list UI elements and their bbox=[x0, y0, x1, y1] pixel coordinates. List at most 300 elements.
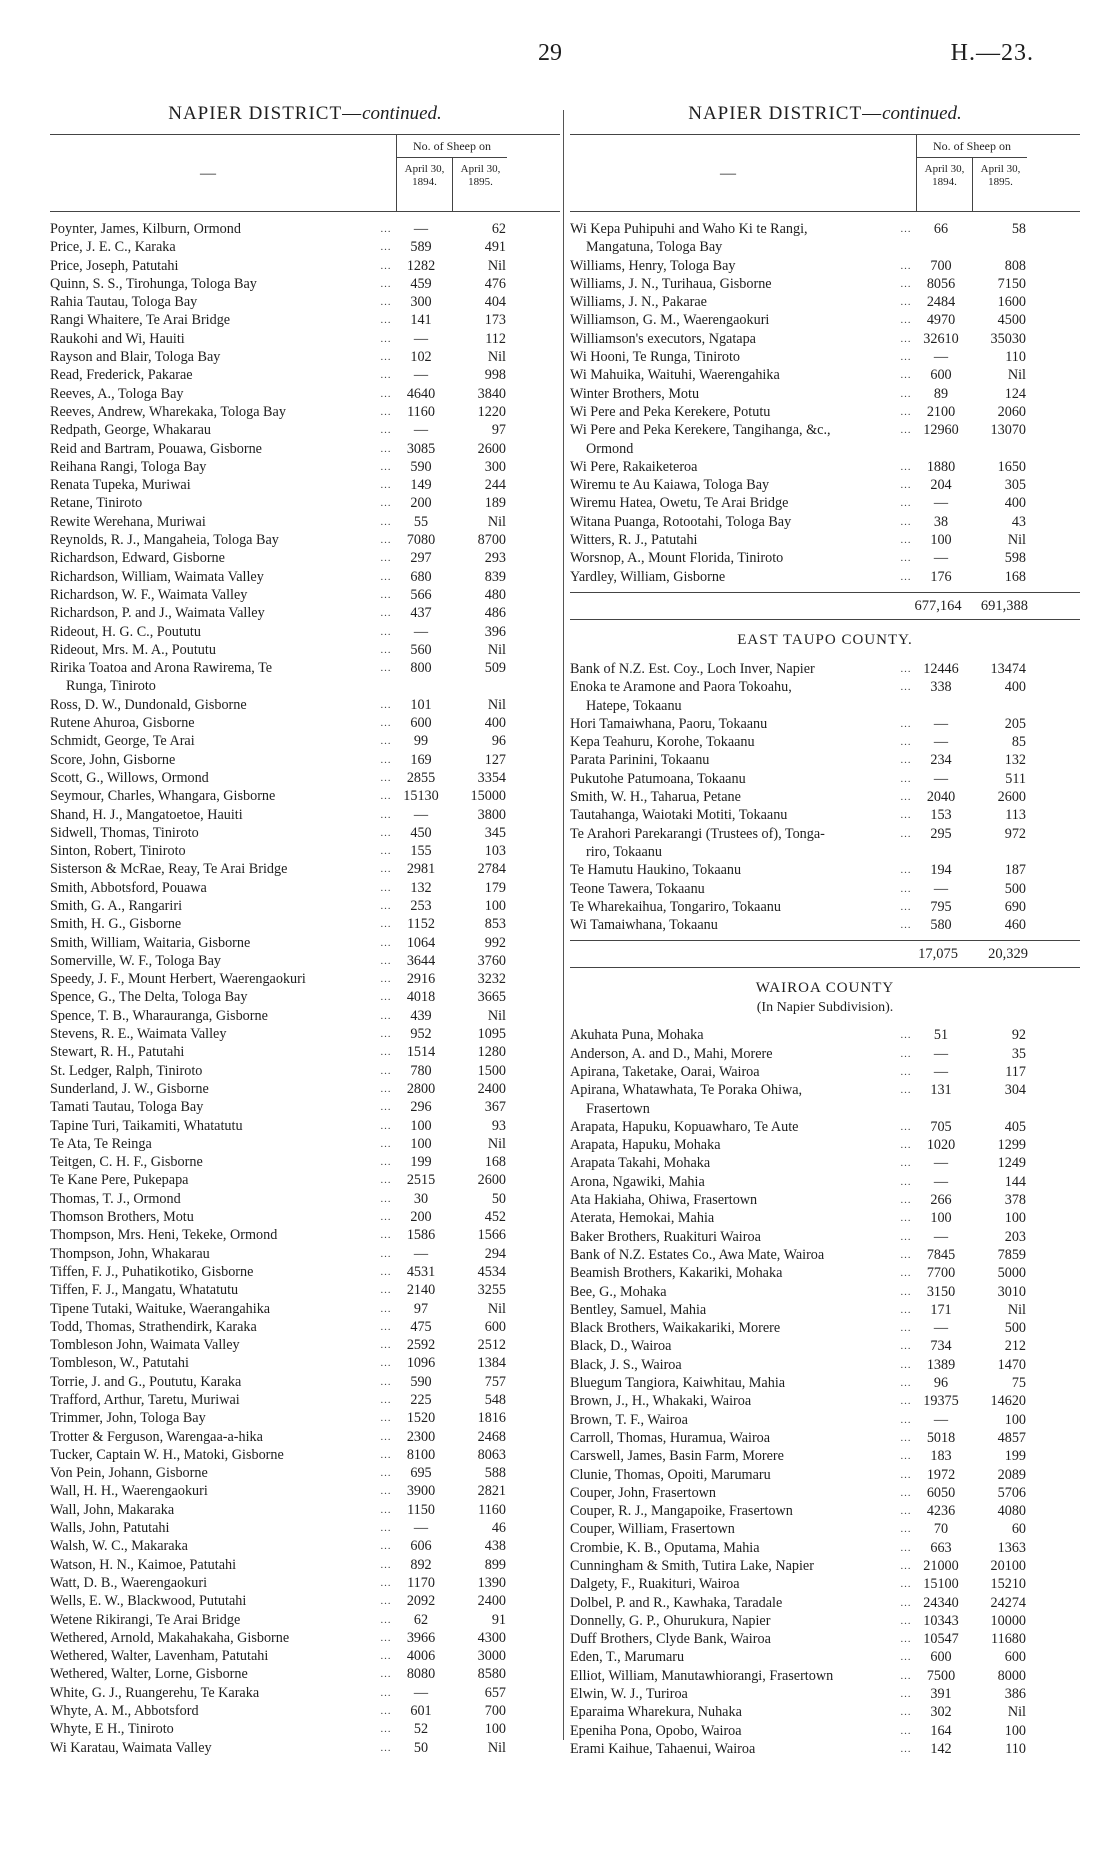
leader-dots: … bbox=[900, 1468, 911, 1481]
wairoa-row bbox=[570, 1648, 1080, 1666]
owner-name: Baker Brothers, Ruakituri Wairoa bbox=[570, 1228, 761, 1245]
owner-name: Watt, D. B., Waerengaokuri bbox=[50, 1574, 208, 1591]
owner-name: Arapata Takahi, Mohaka bbox=[570, 1155, 711, 1172]
sheep-1895: 690 bbox=[1004, 898, 1026, 915]
owner-name: Reihana Rangi, Tologa Bay bbox=[50, 458, 207, 475]
owner-name: Clunie, Thomas, Opoiti, Marumaru bbox=[570, 1466, 771, 1483]
sheep-1895: 304 bbox=[1004, 1082, 1026, 1099]
leader-dots: … bbox=[380, 1009, 391, 1022]
sheep-1894: 296 bbox=[410, 1099, 432, 1116]
owner-name: Brown, J., H., Whakaki, Wairoa bbox=[570, 1393, 752, 1410]
sheep-1895: 3665 bbox=[477, 989, 506, 1006]
sheep-1894: 297 bbox=[410, 550, 432, 567]
leader-dots: … bbox=[380, 223, 391, 235]
sheep-1894: 705 bbox=[930, 1118, 952, 1135]
sheep-1895: 179 bbox=[484, 879, 506, 896]
left-row bbox=[50, 238, 560, 256]
left-row bbox=[50, 1684, 560, 1702]
sheep-1895: 839 bbox=[484, 568, 506, 585]
leader-dots: … bbox=[900, 1724, 911, 1737]
sheep-1894: — bbox=[413, 221, 429, 237]
sheep-1895: 345 bbox=[484, 824, 506, 841]
sheep-1895: 300 bbox=[484, 458, 506, 475]
leader-dots: … bbox=[900, 570, 911, 583]
sheep-1894: 1514 bbox=[406, 1044, 436, 1061]
sheep-1895: 8700 bbox=[477, 532, 506, 549]
napier-row bbox=[570, 238, 1080, 256]
sheep-1894: 2515 bbox=[406, 1172, 436, 1189]
sheep-1894: 4640 bbox=[406, 385, 436, 402]
right-column-header bbox=[570, 134, 1080, 212]
leader-dots: … bbox=[380, 1265, 391, 1278]
owner-name: Seymour, Charles, Whangara, Gisborne bbox=[50, 788, 276, 805]
sheep-1894: 2981 bbox=[406, 861, 436, 878]
left-row bbox=[50, 549, 560, 567]
owner-name: Tiffen, F. J., Mangatu, Whatatutu bbox=[50, 1282, 239, 1299]
sheep-1894: 6050 bbox=[926, 1484, 956, 1501]
sheep-1895: Nil bbox=[487, 1300, 506, 1317]
leader-dots: … bbox=[900, 1541, 911, 1554]
sheep-1894: 600 bbox=[930, 367, 952, 384]
wairoa-row bbox=[570, 1392, 1080, 1410]
sheep-1895: 113 bbox=[1005, 807, 1026, 824]
left-row bbox=[50, 1318, 560, 1336]
leader-dots: … bbox=[380, 954, 391, 967]
owner-name: Smith, Abbotsford, Pouawa bbox=[50, 879, 207, 896]
sheep-1894: 97 bbox=[413, 1300, 429, 1317]
left-row bbox=[50, 1263, 560, 1281]
leader-dots: … bbox=[900, 1285, 911, 1298]
owner-name: Duff Brothers, Clyde Bank, Wairoa bbox=[570, 1631, 771, 1648]
wairoa-row bbox=[570, 1466, 1080, 1484]
leader-dots: … bbox=[380, 424, 391, 437]
owner-name: Mangatuna, Tologa Bay bbox=[586, 239, 723, 256]
leader-dots: … bbox=[380, 515, 391, 528]
left-row bbox=[50, 568, 560, 586]
left-row bbox=[50, 1702, 560, 1720]
sheep-1895: 3255 bbox=[477, 1282, 506, 1299]
sheep-1895: 293 bbox=[484, 550, 506, 567]
owner-name: Reynolds, R. J., Mangaheia, Tologa Bay bbox=[50, 532, 279, 549]
sheep-1894: 560 bbox=[410, 641, 432, 658]
sheep-1894: 4236 bbox=[926, 1503, 956, 1520]
leader-dots: … bbox=[900, 1578, 911, 1591]
napier-row bbox=[570, 330, 1080, 348]
owner-name: Renata Tupeka, Muriwai bbox=[50, 477, 191, 494]
leader-dots: … bbox=[900, 223, 911, 235]
sheep-1895: 853 bbox=[484, 916, 506, 933]
owner-name: Eparaima Wharekura, Nuhaka bbox=[570, 1704, 742, 1721]
left-row bbox=[50, 897, 560, 915]
left-row bbox=[50, 1665, 560, 1683]
owner-name: Williams, J. N., Turihaua, Gisborne bbox=[570, 275, 772, 292]
sheep-1895: 100 bbox=[484, 1721, 506, 1738]
left-row bbox=[50, 1739, 560, 1757]
owner-name: Wiremu te Au Kaiawa, Tologa Bay bbox=[570, 477, 770, 494]
leader-dots: … bbox=[900, 1706, 911, 1719]
leader-dots: … bbox=[380, 698, 391, 711]
sheep-1894: 8080 bbox=[406, 1666, 436, 1683]
sheep-1895: 15210 bbox=[990, 1576, 1026, 1593]
wairoa-row bbox=[570, 1356, 1080, 1374]
sheep-1894: 89 bbox=[933, 385, 949, 402]
sheep-1895: Nil bbox=[487, 349, 506, 366]
left-row bbox=[50, 1409, 560, 1427]
wairoa-row bbox=[570, 1264, 1080, 1282]
owner-name: Thomas, T. J., Ormond bbox=[50, 1190, 181, 1207]
sheep-1894: — bbox=[933, 1320, 949, 1337]
owner-name: Richardson, William, Waimata Valley bbox=[50, 568, 264, 585]
leader-dots: … bbox=[900, 1614, 911, 1627]
sheep-1894: — bbox=[933, 1063, 949, 1080]
sheep-1895: 168 bbox=[1004, 568, 1026, 585]
left-row bbox=[50, 494, 560, 512]
sheep-1895: 3800 bbox=[477, 806, 506, 823]
left-row bbox=[50, 1391, 560, 1409]
napier-total bbox=[570, 592, 1080, 620]
sheep-1894: 1282 bbox=[406, 257, 436, 274]
left-row bbox=[50, 751, 560, 769]
sheep-1895: 1220 bbox=[477, 403, 506, 420]
left-row bbox=[50, 1190, 560, 1208]
east-taupo-row bbox=[570, 788, 1080, 806]
leader-dots: … bbox=[900, 259, 911, 272]
leader-dots: … bbox=[900, 296, 911, 309]
owner-name: Black, J. S., Wairoa bbox=[570, 1356, 682, 1373]
left-row bbox=[50, 1007, 560, 1025]
sheep-1895: 35 bbox=[1011, 1045, 1026, 1062]
owner-name: Crombie, K. B., Oputama, Mahia bbox=[570, 1539, 760, 1556]
leader-dots: … bbox=[380, 405, 391, 418]
sheep-1895: 2400 bbox=[477, 1593, 506, 1610]
sheep-1895: 168 bbox=[484, 1154, 506, 1171]
owner-name: Wethered, Walter, Lavenham, Patutahi bbox=[50, 1648, 269, 1665]
leader-dots: … bbox=[900, 1669, 911, 1682]
owner-name: Wi Hooni, Te Runga, Tiniroto bbox=[570, 349, 741, 366]
sheep-1895: 110 bbox=[1005, 1740, 1026, 1757]
owner-name: Price, Joseph, Patutahi bbox=[50, 257, 179, 274]
sheep-1894: 734 bbox=[930, 1338, 952, 1355]
left-row bbox=[50, 769, 560, 787]
sheep-1894: 12960 bbox=[923, 422, 959, 439]
napier-row bbox=[570, 257, 1080, 275]
sheep-1894: 892 bbox=[410, 1556, 432, 1573]
left-sheep-header bbox=[396, 135, 507, 211]
owner-name: Wi Tamaiwhana, Tokaanu bbox=[570, 917, 718, 934]
wairoa-row bbox=[570, 1594, 1080, 1612]
leader-dots: … bbox=[900, 1139, 911, 1152]
owner-name: Sisterson & McRae, Reay, Te Arai Bridge bbox=[50, 861, 288, 878]
wairoa-row bbox=[570, 1209, 1080, 1227]
owner-name: Winter Brothers, Motu bbox=[570, 385, 700, 402]
napier-row bbox=[570, 549, 1080, 567]
owner-name: Wi Pere and Peka Kerekere, Tangihanga, &c., bbox=[570, 422, 831, 439]
left-row bbox=[50, 787, 560, 805]
sheep-1895: 657 bbox=[484, 1684, 506, 1701]
sheep-1895: 2784 bbox=[477, 861, 506, 878]
owner-name: Wi Pere, Rakaiketeroa bbox=[570, 458, 698, 475]
sheep-1894: 2100 bbox=[926, 403, 956, 420]
owner-name: Retane, Tiniroto bbox=[50, 495, 143, 512]
sheep-1895: 1816 bbox=[477, 1410, 506, 1427]
sheep-1895: 8063 bbox=[477, 1446, 506, 1463]
wairoa-row bbox=[570, 1484, 1080, 1502]
owner-name: Teitgen, C. H. F., Gisborne bbox=[50, 1154, 203, 1171]
left-row bbox=[50, 1062, 560, 1080]
sheep-1894: 606 bbox=[410, 1538, 432, 1555]
sheep-1894: 680 bbox=[410, 568, 432, 585]
sheep-1895: 50 bbox=[491, 1190, 506, 1207]
owner-name: Reeves, Andrew, Wharekaka, Tologa Bay bbox=[50, 403, 286, 420]
owner-name: Walsh, W. C., Makaraka bbox=[50, 1538, 188, 1555]
owner-name: Rewite Werehana, Muriwai bbox=[50, 513, 206, 530]
sheep-1894: 695 bbox=[410, 1465, 432, 1482]
leader-dots: … bbox=[380, 1028, 391, 1041]
leader-dots: … bbox=[900, 1175, 911, 1188]
sheep-1894: 10343 bbox=[923, 1612, 959, 1629]
leader-dots: … bbox=[380, 1668, 391, 1681]
leader-dots: … bbox=[380, 1741, 391, 1754]
owner-name: Williamson's executors, Ngatapa bbox=[570, 330, 756, 347]
sheep-1894: — bbox=[933, 495, 949, 512]
left-row bbox=[50, 1080, 560, 1098]
sheep-1894: 100 bbox=[410, 1117, 432, 1134]
left-row bbox=[50, 531, 560, 549]
leader-dots: … bbox=[380, 1448, 391, 1461]
sheep-1895: 35030 bbox=[990, 330, 1026, 347]
owner-name: Schmidt, George, Te Arai bbox=[50, 733, 195, 750]
sheep-1894: 171 bbox=[930, 1301, 952, 1318]
sheep-1895: 124 bbox=[1004, 385, 1026, 402]
sheep-1894: — bbox=[933, 1173, 949, 1190]
sheep-1894: 439 bbox=[410, 1007, 432, 1024]
sheep-1895: Nil bbox=[487, 1739, 506, 1756]
wairoa-row bbox=[570, 1575, 1080, 1593]
sheep-1894: — bbox=[933, 1228, 949, 1245]
owner-name: Couper, R. J., Mangapoike, Frasertown bbox=[570, 1503, 793, 1520]
sheep-1894: 50 bbox=[413, 1739, 429, 1756]
owner-name: Carroll, Thomas, Huramua, Wairoa bbox=[570, 1429, 771, 1446]
leader-dots: … bbox=[900, 1413, 911, 1426]
sheep-1894: — bbox=[933, 880, 949, 897]
owner-name: Williams, J. N., Pakarae bbox=[570, 294, 707, 311]
left-district-title-suffix: continued. bbox=[362, 103, 442, 124]
wairoa-row bbox=[570, 1502, 1080, 1520]
owner-name: Tamati Tautau, Tologa Bay bbox=[50, 1099, 204, 1116]
sheep-1894: 55 bbox=[413, 513, 429, 530]
sheep-1895: 13070 bbox=[990, 422, 1026, 439]
leader-dots: … bbox=[380, 863, 391, 876]
leader-dots: … bbox=[380, 351, 391, 364]
wairoa-row bbox=[570, 1447, 1080, 1465]
sheep-1894: 2040 bbox=[926, 789, 956, 806]
owner-name: Wi Kepa Puhipuhi and Waho Ki te Rangi, bbox=[570, 221, 808, 237]
sheep-1894: — bbox=[413, 806, 429, 823]
left-row bbox=[50, 806, 560, 824]
wairoa-row bbox=[570, 1063, 1080, 1081]
wairoa-row bbox=[570, 1100, 1080, 1118]
wairoa-row bbox=[570, 1429, 1080, 1447]
owner-name: Apirana, Taketake, Oarai, Wairoa bbox=[570, 1063, 760, 1080]
left-row bbox=[50, 915, 560, 933]
leader-dots: … bbox=[900, 1358, 911, 1371]
leader-dots: … bbox=[380, 1064, 391, 1077]
sheep-1895: 438 bbox=[484, 1538, 506, 1555]
leader-dots: … bbox=[380, 790, 391, 803]
leader-dots: … bbox=[900, 1340, 911, 1353]
leader-dots: … bbox=[900, 424, 911, 437]
wairoa-row bbox=[570, 1557, 1080, 1575]
leader-dots: … bbox=[380, 241, 391, 254]
east-taupo-row bbox=[570, 697, 1080, 715]
sheep-1895: 203 bbox=[1004, 1228, 1026, 1245]
owner-name: Quinn, S. S., Tirohunga, Tologa Bay bbox=[50, 275, 257, 292]
owner-name: Richardson, P. and J., Waimata Valley bbox=[50, 605, 265, 622]
sheep-1894: 1586 bbox=[406, 1227, 436, 1244]
napier-row bbox=[570, 513, 1080, 531]
sheep-1895: Nil bbox=[1007, 1704, 1026, 1721]
owner-name: Shand, H. J., Mangatoetoe, Hauiti bbox=[50, 806, 243, 823]
leader-dots: … bbox=[900, 277, 911, 290]
leader-dots: … bbox=[900, 1560, 911, 1572]
leader-dots: … bbox=[380, 1576, 391, 1589]
sheep-1894: 2140 bbox=[406, 1282, 436, 1299]
wairoa-row bbox=[570, 1081, 1080, 1099]
owner-name: Hatepe, Tokaanu bbox=[586, 697, 682, 714]
left-column bbox=[50, 100, 560, 1757]
leader-dots: … bbox=[380, 625, 391, 638]
sheep-1895: 1095 bbox=[477, 1026, 506, 1043]
sheep-1895: 500 bbox=[1004, 880, 1026, 897]
sheep-1894: 8056 bbox=[926, 275, 956, 292]
napier-row bbox=[570, 385, 1080, 403]
sheep-1895: 2600 bbox=[997, 789, 1026, 806]
east-taupo-row bbox=[570, 880, 1080, 898]
sheep-1894: 1520 bbox=[406, 1410, 436, 1427]
sheep-1894: 780 bbox=[410, 1062, 432, 1079]
napier-total-1895: 691,388 bbox=[980, 597, 1028, 614]
owner-name: Cunningham & Smith, Tutira Lake, Napier bbox=[570, 1558, 814, 1574]
napier-row bbox=[570, 220, 1080, 238]
napier-row bbox=[570, 476, 1080, 494]
owner-name: Wall, H. H., Waerengaokuri bbox=[50, 1483, 208, 1500]
leader-dots: … bbox=[380, 259, 391, 272]
sheep-1894: 100 bbox=[930, 532, 952, 549]
sheep-1895: 3010 bbox=[997, 1283, 1026, 1300]
sheep-1895: 700 bbox=[484, 1703, 506, 1720]
sheep-1894: 590 bbox=[410, 1373, 432, 1390]
sheep-1895: 2468 bbox=[477, 1428, 506, 1445]
left-row bbox=[50, 659, 560, 677]
owner-name: Rutene Ahuroa, Gisborne bbox=[50, 715, 195, 732]
left-row bbox=[50, 988, 560, 1006]
sheep-1894: 8100 bbox=[406, 1446, 436, 1463]
right-name-column-dash: — bbox=[720, 165, 736, 182]
sheep-1895: 396 bbox=[484, 623, 506, 640]
left-row bbox=[50, 366, 560, 384]
sheep-1894: 952 bbox=[410, 1026, 432, 1043]
leader-dots: … bbox=[380, 1046, 391, 1059]
sheep-1895: 7150 bbox=[997, 275, 1026, 292]
owner-name: Ririka Toatoa and Arona Rawirema, Te bbox=[50, 660, 273, 677]
left-row bbox=[50, 1336, 560, 1354]
sheep-1894: 70 bbox=[933, 1521, 949, 1538]
sheep-1895: 1384 bbox=[477, 1355, 506, 1372]
left-district-title: NAPIER DISTRICT— bbox=[168, 103, 363, 124]
sheep-1894: 3966 bbox=[406, 1629, 436, 1646]
left-row bbox=[50, 1592, 560, 1610]
leader-dots: … bbox=[380, 1522, 391, 1535]
left-row bbox=[50, 586, 560, 604]
sheep-1894: 131 bbox=[930, 1082, 952, 1099]
sheep-1894: 580 bbox=[930, 917, 952, 934]
wairoa-row bbox=[570, 1337, 1080, 1355]
sheep-1895: 992 bbox=[484, 934, 506, 951]
owner-name: Wethered, Walter, Lorne, Gisborne bbox=[50, 1666, 248, 1683]
owner-name: Whyte, E H., Tiniroto bbox=[50, 1721, 174, 1738]
sheep-1894: 302 bbox=[930, 1704, 952, 1721]
napier-row bbox=[570, 275, 1080, 293]
sheep-1894: 234 bbox=[930, 752, 952, 769]
left-row bbox=[50, 476, 560, 494]
sheep-1895: 1390 bbox=[477, 1574, 506, 1591]
leader-dots: … bbox=[900, 1029, 911, 1042]
owner-name: Torrie, J. and G., Poututu, Karaka bbox=[50, 1373, 242, 1390]
sheep-1895: 60 bbox=[1011, 1521, 1026, 1538]
sheep-1895: 100 bbox=[1004, 1722, 1026, 1739]
owner-name: Speedy, J. F., Mount Herbert, Waerengaokuri bbox=[50, 971, 306, 988]
leader-dots: … bbox=[900, 387, 911, 400]
sheep-1895: 4857 bbox=[997, 1429, 1026, 1446]
owner-name: Black Brothers, Waikakariki, Morere bbox=[570, 1320, 781, 1337]
sheep-1894: 566 bbox=[410, 586, 432, 603]
sheep-1895: 400 bbox=[1004, 495, 1026, 512]
owner-name: Smith, W. H., Taharua, Petane bbox=[570, 789, 741, 806]
owner-name: Wetene Rikirangi, Te Arai Bridge bbox=[50, 1611, 241, 1628]
sheep-1895: 75 bbox=[1011, 1375, 1026, 1392]
sheep-1895: 1566 bbox=[477, 1227, 506, 1244]
leader-dots: … bbox=[900, 1157, 911, 1170]
left-row bbox=[50, 330, 560, 348]
owner-name: White, G. J., Ruangerehu, Te Karaka bbox=[50, 1684, 260, 1701]
owner-name: Smith, G. A., Rangariri bbox=[50, 897, 183, 914]
east-taupo-total-1894: 17,075 bbox=[918, 946, 958, 963]
wairoa-row bbox=[570, 1667, 1080, 1685]
sheep-1894: 1064 bbox=[406, 934, 436, 951]
sheep-1895: 2600 bbox=[477, 1172, 506, 1189]
owner-name: Arapata, Hapuku, Kopuawharo, Te Aute bbox=[570, 1118, 799, 1135]
sheep-1894: — bbox=[933, 550, 949, 567]
owner-name: Tombleson John, Waimata Valley bbox=[50, 1337, 240, 1354]
sheep-1895: Nil bbox=[487, 257, 506, 274]
leader-dots: … bbox=[900, 460, 911, 473]
owner-name: Teone Tawera, Tokaanu bbox=[570, 880, 705, 897]
sheep-1894: 1880 bbox=[926, 458, 956, 475]
owner-name: Ata Hakiaha, Ohiwa, Frasertown bbox=[570, 1192, 758, 1209]
owner-name: Spence, T. B., Wharauranga, Gisborne bbox=[50, 1007, 268, 1024]
left-row bbox=[50, 970, 560, 988]
left-row bbox=[50, 1354, 560, 1372]
left-row bbox=[50, 1153, 560, 1171]
sheep-1895: 1249 bbox=[997, 1155, 1026, 1172]
left-row bbox=[50, 952, 560, 970]
east-taupo-total bbox=[570, 940, 1080, 968]
sheep-1895: 757 bbox=[484, 1373, 506, 1390]
sheep-1894: 1096 bbox=[406, 1355, 436, 1372]
wairoa-subheading: (In Napier Subdivision). bbox=[756, 1000, 894, 1016]
sheep-1895: 173 bbox=[484, 312, 506, 329]
sheep-1894: 62 bbox=[413, 1611, 429, 1628]
